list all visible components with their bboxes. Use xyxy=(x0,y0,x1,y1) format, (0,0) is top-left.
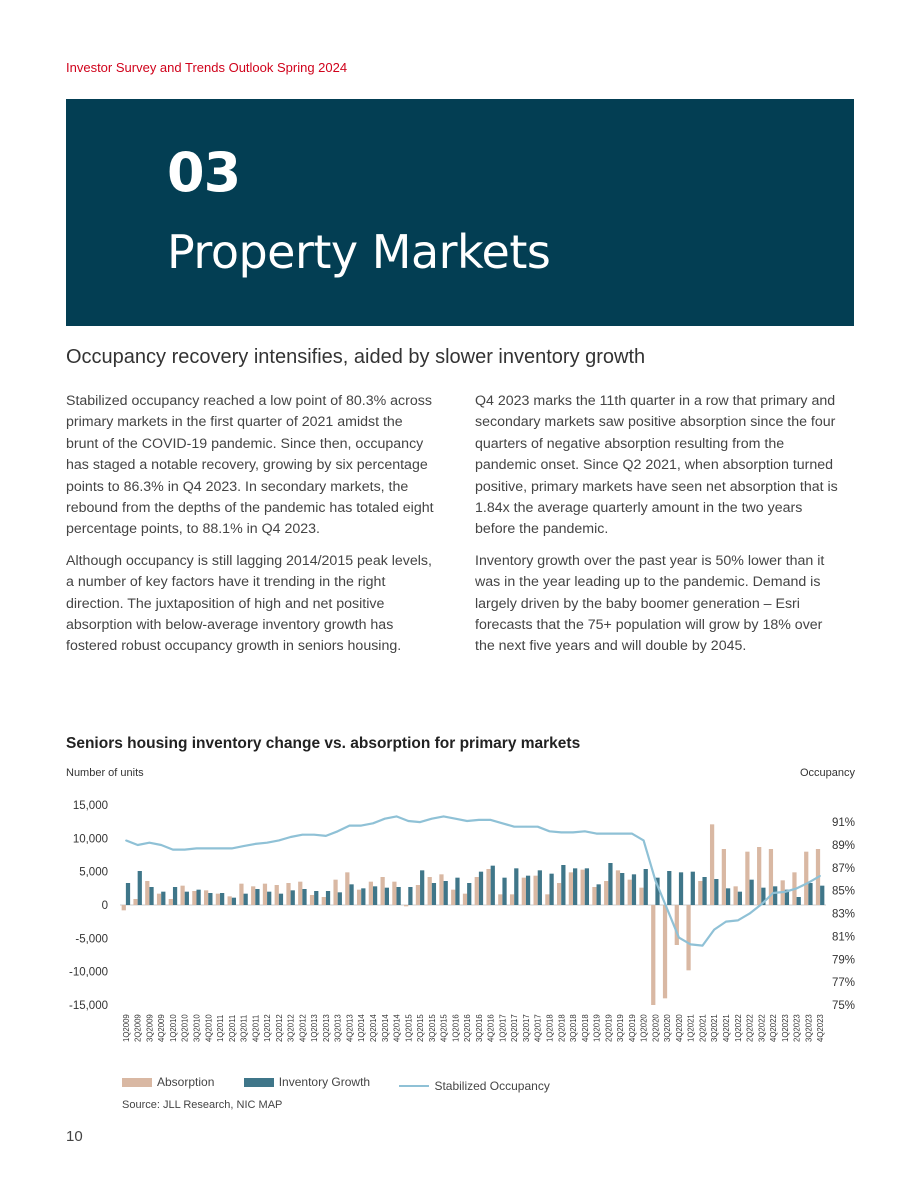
inventory-growth-bar xyxy=(126,883,130,905)
inventory-growth-bar xyxy=(667,871,671,905)
absorption-bar xyxy=(216,894,220,905)
absorption-bar xyxy=(651,905,655,1005)
x-tick-label: 3Q2022 xyxy=(757,1014,767,1042)
legend-label: Absorption xyxy=(157,1075,215,1089)
x-tick-label: 1Q2018 xyxy=(545,1014,555,1042)
absorption-bar xyxy=(145,881,149,905)
inventory-growth-bar xyxy=(232,898,236,905)
inventory-growth-bar xyxy=(220,893,224,905)
occupancy-point xyxy=(455,818,457,820)
x-tick-label: 1Q2022 xyxy=(733,1014,743,1042)
inventory-growth-bar xyxy=(620,873,624,905)
absorption-bar xyxy=(275,885,279,905)
y-tick-label-left: 10,000 xyxy=(72,833,108,846)
inventory-growth-bar xyxy=(467,883,471,905)
x-tick-label: 3Q2021 xyxy=(710,1014,720,1042)
absorption-bar xyxy=(486,869,490,905)
inventory-growth-bar xyxy=(585,868,589,905)
x-tick-label: 4Q2023 xyxy=(816,1014,826,1042)
absorption-bar xyxy=(333,880,337,905)
inventory-growth-bar xyxy=(597,884,601,905)
occupancy-point xyxy=(313,834,315,836)
occupancy-point xyxy=(207,848,209,850)
occupancy-point xyxy=(490,819,492,821)
x-tick-label: 2Q2021 xyxy=(698,1014,708,1042)
inventory-growth-bar xyxy=(573,868,577,905)
inventory-growth-bar xyxy=(291,890,295,905)
absorption-bar xyxy=(451,890,455,905)
paragraph: Q4 2023 marks the 11th quarter in a row that primary and secondary markets saw positive absorption since the four quarters of negative absorption resulting from the pandemic onset. Since Q2 2021, when absorption turned positive, primary markets have seen net absorption that is 1.84x the average quarterly amount in the two years before the pandemic. xyxy=(475,393,838,538)
inventory-growth-bar xyxy=(808,883,812,905)
absorption-bar xyxy=(734,886,738,905)
occupancy-point xyxy=(172,849,174,851)
occupancy-point xyxy=(255,843,257,845)
occupancy-point xyxy=(796,888,798,890)
x-tick-label: 4Q2022 xyxy=(769,1014,779,1042)
absorption-bar xyxy=(569,872,573,905)
inventory-growth-bar xyxy=(196,890,200,905)
absorption-bar xyxy=(757,847,761,905)
y-tick-label-left: 0 xyxy=(101,900,108,912)
section-title: Property Markets xyxy=(167,225,551,279)
right-column xyxy=(475,391,845,668)
absorption-bar xyxy=(345,872,349,905)
x-tick-label: 2Q2017 xyxy=(510,1014,520,1042)
inventory-growth-bar xyxy=(149,887,153,905)
occupancy-swatch xyxy=(399,1085,429,1087)
chart xyxy=(0,790,920,1070)
occupancy-point xyxy=(655,880,657,882)
occupancy-point xyxy=(784,891,786,893)
absorption-bar xyxy=(169,899,173,905)
inventory-growth-bar xyxy=(561,865,565,905)
occupancy-point xyxy=(713,929,715,931)
occupancy-point xyxy=(690,944,692,946)
absorption-bar xyxy=(404,905,408,906)
inventory-growth-bar xyxy=(314,891,318,905)
absorption-bar xyxy=(204,890,208,905)
occupancy-point xyxy=(443,816,445,818)
x-tick-label: 2Q2018 xyxy=(557,1014,567,1042)
x-tick-label: 3Q2011 xyxy=(239,1014,249,1042)
absorption-bar xyxy=(192,891,196,905)
x-tick-label: 3Q2012 xyxy=(286,1014,296,1042)
absorption-bar xyxy=(357,890,361,905)
occupancy-point xyxy=(560,832,562,834)
inventory-growth-bar xyxy=(608,863,612,905)
occupancy-point xyxy=(808,882,810,884)
inventory-growth-bar xyxy=(479,872,483,905)
y-tick-label-right: 79% xyxy=(832,954,856,967)
occupancy-point xyxy=(572,832,574,834)
x-tick-label: 3Q2019 xyxy=(616,1014,626,1042)
absorption-bar xyxy=(392,882,396,905)
absorption-bar xyxy=(804,852,808,905)
occupancy-point xyxy=(266,842,268,844)
absorption-bar xyxy=(604,881,608,905)
absorption-bar xyxy=(228,896,232,905)
x-tick-label: 1Q2023 xyxy=(780,1014,790,1042)
occupancy-point xyxy=(466,820,468,822)
absorption-bar xyxy=(369,882,373,905)
x-tick-label: 3Q2023 xyxy=(804,1014,814,1042)
x-tick-label: 2Q2015 xyxy=(416,1014,426,1042)
y-tick-label-left: 15,000 xyxy=(72,800,108,812)
occupancy-point xyxy=(502,822,504,824)
occupancy-point xyxy=(349,825,351,827)
chart-source: Source: JLL Research, NIC MAP xyxy=(122,1099,283,1111)
occupancy-point xyxy=(302,834,304,836)
occupancy-point xyxy=(513,826,515,828)
x-tick-label: 4Q2011 xyxy=(251,1014,261,1042)
x-tick-label: 4Q2021 xyxy=(721,1014,731,1042)
y-tick-label-right: 85% xyxy=(832,885,856,898)
occupancy-point xyxy=(702,945,704,947)
x-tick-label: 3Q2017 xyxy=(521,1014,531,1042)
occupancy-point xyxy=(666,908,668,910)
inventory-growth-bar xyxy=(420,870,424,905)
inventory-growth-bar xyxy=(432,883,436,905)
occupancy-point xyxy=(631,833,633,835)
absorption-bar xyxy=(710,824,714,905)
inventory-growth-bar xyxy=(702,877,706,905)
inventory-growth-bar xyxy=(173,887,177,905)
x-tick-label: 3Q2018 xyxy=(569,1014,579,1042)
absorption-bar xyxy=(616,870,620,905)
occupancy-point xyxy=(219,848,221,850)
occupancy-point xyxy=(643,840,645,842)
x-tick-label: 2Q2010 xyxy=(180,1014,190,1042)
occupancy-point xyxy=(525,826,527,828)
absorption-bar xyxy=(686,905,690,970)
occupancy-point xyxy=(184,849,186,851)
x-tick-label: 1Q2009 xyxy=(121,1014,131,1042)
x-tick-label: 1Q2014 xyxy=(357,1014,367,1042)
chart-legend xyxy=(122,1075,576,1093)
occupancy-point xyxy=(396,816,398,818)
inventory-growth-bar xyxy=(726,888,730,905)
inventory-growth-bar xyxy=(538,870,542,905)
inventory-growth-bar xyxy=(302,889,306,905)
occupancy-point xyxy=(372,822,374,824)
inventory-growth-bar xyxy=(338,892,342,905)
occupancy-point xyxy=(384,818,386,820)
occupancy-point xyxy=(678,937,680,939)
x-tick-label: 3Q2009 xyxy=(145,1014,155,1042)
absorption-bar xyxy=(239,884,243,905)
y-tick-label-left: -15,000 xyxy=(68,1000,108,1012)
x-tick-label: 3Q2015 xyxy=(427,1014,437,1042)
absorption-bar xyxy=(745,852,749,905)
paragraph: Stabilized occupancy reached a low point of 80.3% across primary markets in the first quarter of 2021 amidst the brunt of the COVID-19 pandemic. Since then, occupancy has staged a notable recovery, growing by six percentage points to 86.3% in Q4 2023. In secondary markets, the rebound from the depths of the pandemic has totaled eight percentage points, to 88.1% in Q4 2023. xyxy=(66,393,434,538)
absorption-swatch xyxy=(122,1078,152,1087)
inventory-growth-bar xyxy=(326,891,330,905)
x-tick-label: 3Q2013 xyxy=(333,1014,343,1042)
absorption-bar xyxy=(498,894,502,905)
occupancy-point xyxy=(278,840,280,842)
absorption-bar xyxy=(639,888,643,905)
x-tick-label: 1Q2016 xyxy=(451,1014,461,1042)
y-tick-label-right: 75% xyxy=(832,1000,856,1012)
x-tick-label: 3Q2014 xyxy=(380,1014,390,1042)
occupancy-point xyxy=(772,892,774,894)
absorption-bar xyxy=(157,894,161,905)
x-tick-label: 4Q2013 xyxy=(345,1014,355,1042)
section-number: 03 xyxy=(167,141,241,204)
x-tick-label: 1Q2020 xyxy=(639,1014,649,1042)
x-tick-label: 2Q2009 xyxy=(133,1014,143,1042)
inventory-growth-bar xyxy=(750,880,754,905)
inventory-growth-bar xyxy=(255,889,259,905)
inventory-growth-bar xyxy=(455,878,459,905)
absorption-bar xyxy=(581,870,585,905)
legend-item-inventory xyxy=(244,1075,370,1089)
x-tick-label: 4Q2017 xyxy=(533,1014,543,1042)
x-tick-label: 4Q2019 xyxy=(627,1014,637,1042)
absorption-bar xyxy=(463,894,467,905)
absorption-bar xyxy=(251,886,255,905)
publication-title: Investor Survey and Trends Outlook Spring 2024 xyxy=(66,60,348,75)
occupancy-point xyxy=(760,904,762,906)
occupancy-point xyxy=(619,833,621,835)
x-tick-label: 4Q2014 xyxy=(392,1014,402,1042)
absorption-bar xyxy=(310,895,314,905)
absorption-bar xyxy=(381,877,385,905)
inventory-growth-bar xyxy=(526,876,530,905)
inventory-growth-bar xyxy=(397,887,401,905)
inventory-growth-bar xyxy=(138,871,142,905)
y-tick-label-right: 83% xyxy=(832,908,856,921)
x-tick-label: 4Q2009 xyxy=(157,1014,167,1042)
absorption-bar xyxy=(263,884,267,905)
legend-label: Inventory Growth xyxy=(278,1075,371,1089)
occupancy-point xyxy=(149,842,151,844)
section-heading: Occupancy recovery intensifies, aided by slower inventory growth xyxy=(66,346,646,368)
x-tick-label: 2Q2013 xyxy=(321,1014,331,1042)
occupancy-point xyxy=(360,825,362,827)
inventory-growth-bar xyxy=(773,886,777,905)
absorption-bar xyxy=(416,885,420,905)
absorption-bar xyxy=(322,897,326,905)
absorption-bar xyxy=(428,877,432,905)
x-tick-label: 2Q2022 xyxy=(745,1014,755,1042)
inventory-growth-bar xyxy=(714,879,718,905)
absorption-bar xyxy=(533,876,537,905)
right-axis-label: Occupancy xyxy=(800,767,856,779)
inventory-growth-bar xyxy=(738,892,742,905)
legend-item-absorption xyxy=(122,1075,214,1089)
x-tick-label: 2Q2014 xyxy=(368,1014,378,1042)
absorption-bar xyxy=(675,905,679,945)
x-tick-label: 2Q2012 xyxy=(274,1014,284,1042)
absorption-bar xyxy=(628,880,632,905)
y-tick-label-right: 89% xyxy=(832,840,856,852)
absorption-bar xyxy=(592,887,596,905)
x-tick-label: 2Q2020 xyxy=(651,1014,661,1042)
occupancy-point xyxy=(125,840,127,842)
occupancy-point xyxy=(243,845,245,847)
left-column xyxy=(66,391,436,668)
inventory-growth-bar xyxy=(444,881,448,905)
inventory-growth-bar xyxy=(691,872,695,905)
inventory-growth-bar xyxy=(679,872,683,905)
occupancy-point xyxy=(431,818,433,820)
x-tick-label: 1Q2019 xyxy=(592,1014,602,1042)
occupancy-point xyxy=(419,821,421,823)
y-tick-label-left: -5,000 xyxy=(75,933,108,946)
y-tick-label-left: 5,000 xyxy=(79,866,108,879)
inventory-growth-bar xyxy=(502,878,506,905)
left-axis-label: Number of units xyxy=(66,767,144,779)
inventory-growth-bar xyxy=(644,869,648,905)
inventory-growth-bar xyxy=(632,874,636,905)
x-tick-label: 2Q2016 xyxy=(463,1014,473,1042)
page-number: 10 xyxy=(66,1128,83,1145)
absorption-bar xyxy=(510,894,514,905)
x-tick-label: 3Q2020 xyxy=(663,1014,673,1042)
inventory-growth-bar xyxy=(514,868,518,905)
inventory-growth-bar xyxy=(549,874,553,905)
x-tick-label: 1Q2011 xyxy=(216,1014,226,1042)
paragraph: Inventory growth over the past year is 50% lower than it was in the year leading up to the pandemic. Demand is largely driven by the baby boomer generation – Esri forecasts that the 75+ population will grow by 18% over the next five years and will double by 2045. xyxy=(475,552,825,655)
inventory-growth-bar xyxy=(820,886,824,905)
absorption-bar xyxy=(698,881,702,905)
absorption-bar xyxy=(522,878,526,905)
x-tick-label: 1Q2021 xyxy=(686,1014,696,1042)
inventory-growth-bar xyxy=(408,887,412,905)
absorption-bar xyxy=(663,905,667,998)
x-tick-label: 4Q2012 xyxy=(298,1014,308,1042)
occupancy-point xyxy=(749,913,751,915)
y-tick-label-left: -10,000 xyxy=(68,966,108,979)
x-tick-label: 1Q2010 xyxy=(168,1014,178,1042)
occupancy-point xyxy=(290,836,292,838)
x-tick-label: 2Q2011 xyxy=(227,1014,237,1042)
occupancy-point xyxy=(325,835,327,837)
inventory-growth-bar xyxy=(208,893,212,905)
absorption-bar xyxy=(545,894,549,905)
inventory-growth-bar xyxy=(161,892,165,905)
occupancy-point xyxy=(608,833,610,835)
x-tick-label: 1Q2013 xyxy=(310,1014,320,1042)
x-tick-label: 4Q2016 xyxy=(486,1014,496,1042)
y-tick-label-right: 87% xyxy=(832,862,856,875)
inventory-growth-bar xyxy=(244,894,248,905)
x-tick-label: 2Q2019 xyxy=(604,1014,614,1042)
occupancy-point xyxy=(478,819,480,821)
x-tick-label: 4Q2020 xyxy=(674,1014,684,1042)
occupancy-point xyxy=(196,848,198,850)
x-tick-label: 1Q2015 xyxy=(404,1014,414,1042)
x-tick-label: 4Q2018 xyxy=(580,1014,590,1042)
x-tick-label: 2Q2023 xyxy=(792,1014,802,1042)
inventory-growth-bar xyxy=(373,886,377,905)
absorption-bar xyxy=(286,883,290,905)
inventory-growth-bar xyxy=(185,892,189,905)
occupancy-point xyxy=(137,844,139,846)
x-tick-label: 3Q2010 xyxy=(192,1014,202,1042)
absorption-bar xyxy=(122,905,126,910)
inventory-growth-bar xyxy=(361,888,365,905)
absorption-bar xyxy=(133,899,137,905)
occupancy-point xyxy=(160,844,162,846)
absorption-bar xyxy=(557,883,561,905)
inventory-growth-bar xyxy=(797,897,801,905)
x-tick-label: 1Q2017 xyxy=(498,1014,508,1042)
y-tick-label-right: 77% xyxy=(832,977,856,990)
absorption-bar xyxy=(439,874,443,905)
x-tick-label: 4Q2010 xyxy=(204,1014,214,1042)
occupancy-point xyxy=(337,830,339,832)
legend-label: Stabilized Occupancy xyxy=(434,1078,550,1093)
occupancy-point xyxy=(596,833,598,835)
chart-title: Seniors housing inventory change vs. absorption for primary markets xyxy=(66,735,581,752)
absorption-bar xyxy=(722,849,726,905)
legend-item-occupancy xyxy=(399,1079,549,1093)
absorption-bar xyxy=(475,877,479,905)
paragraph: Although occupancy is still lagging 2014/2015 peak levels, a number of key factors have it trending in the right direction. The juxtaposition of high and net positive absorption with below-average inventory growth has fostered robust occupancy growth in seniors housing. xyxy=(66,552,432,655)
occupancy-point xyxy=(407,820,409,822)
x-tick-label: 1Q2012 xyxy=(263,1014,273,1042)
absorption-bar xyxy=(180,886,184,905)
occupancy-point xyxy=(549,830,551,832)
occupancy-point xyxy=(737,920,739,922)
y-tick-label-right: 91% xyxy=(832,817,856,830)
inventory-growth-bar xyxy=(267,892,271,905)
inventory-swatch xyxy=(244,1078,274,1087)
occupancy-point xyxy=(725,921,727,923)
occupancy-point xyxy=(584,830,586,832)
inventory-growth-bar xyxy=(491,866,495,905)
inventory-growth-bar xyxy=(385,888,389,905)
x-tick-label: 3Q2016 xyxy=(474,1014,484,1042)
x-tick-label: 4Q2015 xyxy=(439,1014,449,1042)
y-tick-label-right: 81% xyxy=(832,931,856,944)
occupancy-point xyxy=(819,875,821,877)
absorption-bar xyxy=(298,882,302,905)
occupancy-point xyxy=(231,848,233,850)
inventory-growth-bar xyxy=(279,894,283,905)
inventory-growth-bar xyxy=(349,884,353,905)
section-hero-banner xyxy=(66,99,854,326)
occupancy-point xyxy=(537,826,539,828)
